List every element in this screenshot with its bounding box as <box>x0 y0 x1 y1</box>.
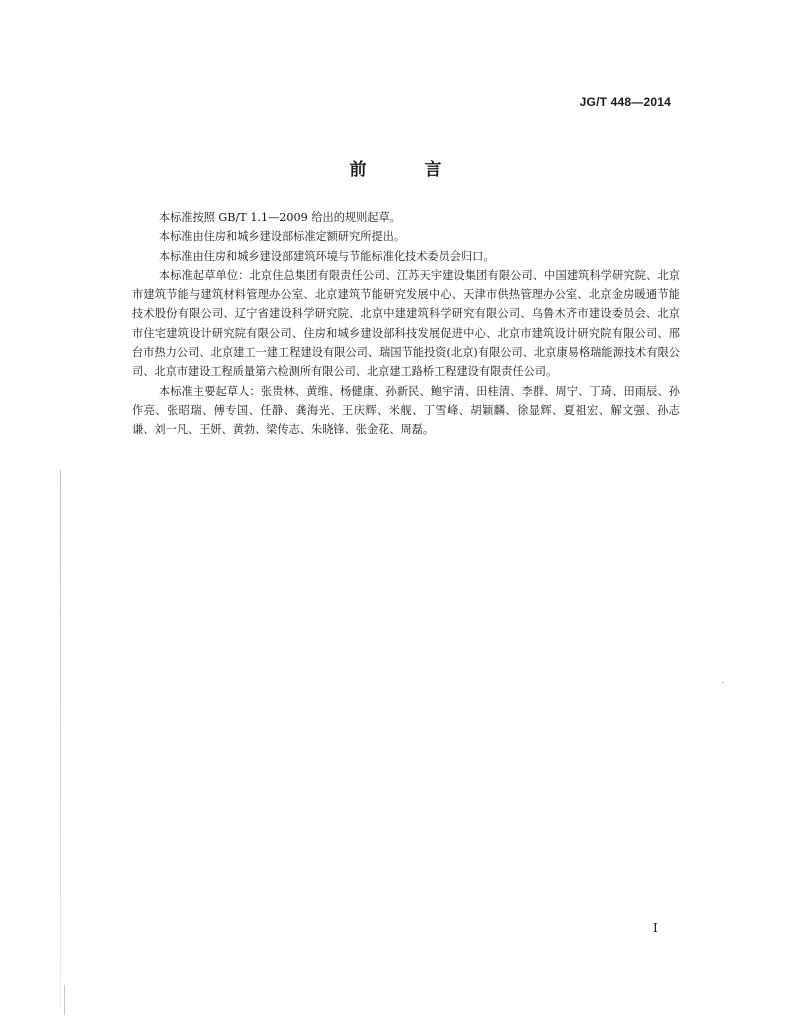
paragraph-main-drafters: 本标准主要起草人：张贵林、黄维、杨健康、孙新民、鲍宇清、田桂清、李群、周宁、丁琦、田雨辰、孙作亮、张昭瑞、傅专国、任静、龚海光、王庆辉、米舰、丁雪峰、胡颖麟、徐显辉、夏祖宏、解文强、孙志谦、刘一凡、王妍、黄勃、梁传志、朱晓锋、张金花、周磊。 <box>132 384 680 437</box>
page-number: I <box>653 921 658 935</box>
scan-artifact-dot <box>722 682 724 683</box>
scan-artifact-line <box>60 470 61 1010</box>
page-title: 前 言 <box>349 160 468 180</box>
foreword-body <box>132 208 680 440</box>
paragraph-proposed-by: 本标准由住房和城乡建设部标准定额研究所提出。 <box>158 230 406 244</box>
standard-code: JG/T 448—2014 <box>579 95 671 109</box>
paragraph-drafting-rules: 本标准按照 GB/T 1.1—2009 给出的规则起草。 <box>158 211 401 224</box>
paragraph-under-jurisdiction: 本标准由住房和城乡建设部建筑环境与节能标准化技术委员会归口。 <box>158 249 495 263</box>
paragraph-drafting-units: 本标准起草单位：北京住总集团有限责任公司、江苏天宇建设集团有限公司、中国建筑科学研究院、北京市建筑节能与建筑材料管理办公室、北京建筑节能研究发展中心、天津市供热管理办公室、北京金房暖通节能技术股份有限公司、辽宁省建设科学研究院、北京中建建筑科学研究有限公司、乌鲁木齐市建设委员会、北京市住宅建筑设计研究院有限公司、住房和城乡建设部科技发展促进中心、北京市建筑设计研究院有限公司、邢台市热力公司、北京建工一建工程建设有限公司、瑞国节能投资(北京)有限公司、北京康易格瑞能源技术有限公司、北京市建设工程质量第六检测所有限公司、北京建工路桥工程建设有限责任公司。 <box>132 268 680 379</box>
scan-artifact-line-lower <box>64 985 65 1015</box>
